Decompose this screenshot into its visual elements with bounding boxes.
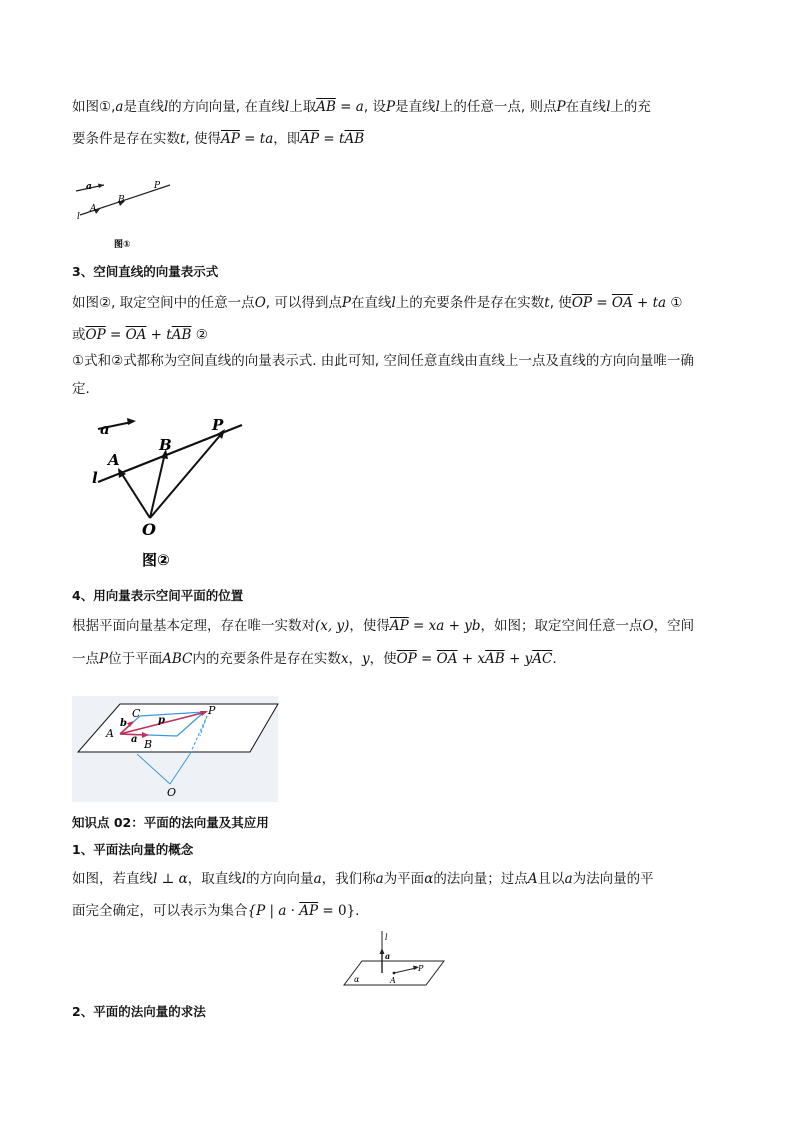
label-a: a (100, 420, 110, 438)
heading-section-4: 4、用向量表示空间平面的位置 (72, 588, 244, 603)
math-a: a (658, 295, 667, 311)
vector-AC: $\overline{AC}$ (532, 651, 553, 667)
label-a: a (86, 182, 92, 192)
math-P: P (556, 99, 566, 115)
math-perp: ⊥ (157, 871, 179, 887)
text: 如图②, 取定空间中的任意一点 (72, 295, 255, 311)
point-A (393, 972, 396, 975)
math-alpha: α (178, 871, 188, 887)
math-t: t (166, 327, 172, 343)
arrowhead (127, 418, 136, 425)
math-a: a (278, 903, 287, 919)
text: 在直线 (565, 99, 607, 115)
label-B: B (144, 738, 153, 751)
text: ，空间 (653, 618, 695, 634)
arrowhead-a (380, 948, 385, 954)
vector-OA (120, 471, 150, 518)
text: 内的充要条件是存在实数 (192, 651, 341, 667)
text: , 可以得到点 (265, 295, 342, 311)
heading-section-3: 3、空间直线的向量表示式 (72, 264, 219, 279)
heading-knowledge-point-02: 知识点 02：平面的法向量及其应用 (72, 815, 269, 830)
math-t: t (259, 131, 266, 147)
math-x: x (340, 651, 349, 667)
paragraph-normal-vector-1 (72, 868, 724, 890)
label-P: P (418, 964, 424, 973)
vector-OA: $\overline{OA}$ (611, 295, 633, 311)
set-open: {P | (247, 903, 279, 919)
paragraph-direction-vector-2 (72, 128, 724, 150)
math-l: l (241, 871, 247, 887)
math-ABC: ABC (162, 651, 193, 667)
label-A: A (390, 976, 396, 985)
label-B: B (159, 436, 172, 454)
math-l: l (435, 99, 440, 115)
label-A: A (90, 204, 97, 214)
math-l: l (284, 99, 290, 115)
label-l: l (77, 212, 80, 222)
label-p: p (158, 715, 165, 726)
math-a: a (375, 871, 384, 887)
figure-2 (86, 412, 256, 572)
vector-OP: $\overline{OP}$ (85, 327, 106, 343)
label-P: P (212, 416, 224, 434)
vector-OP: $\overline{OP}$ (571, 295, 592, 311)
text: 上的充要条件是存在实数 (395, 295, 545, 311)
math-a: a (564, 871, 573, 887)
math-alpha: α (424, 871, 434, 887)
text: 是直线 (123, 99, 164, 115)
heading-normal-vector-method: 2、平面的法向量的求法 (72, 1004, 206, 1019)
vector-OA: $\overline{OA}$ (436, 651, 458, 667)
vector-AB: $\overline{AB}$ (316, 99, 336, 115)
math-a: a (436, 618, 445, 634)
math-a: a (265, 131, 274, 147)
math-a: a (355, 99, 364, 115)
math-eq: = (239, 131, 260, 147)
label-A: A (108, 451, 120, 469)
label-O: O (167, 786, 177, 799)
vector-AP: $\overline{AP}$ (221, 131, 240, 147)
text: ，使 (369, 651, 397, 667)
math-l: l (606, 99, 611, 115)
math-eq: = (408, 618, 429, 634)
math-t: t (544, 295, 550, 311)
math-plus: + (632, 295, 653, 311)
text: 的方向向量 (246, 871, 314, 887)
label-A: A (106, 727, 114, 740)
text: 且以 (537, 871, 565, 887)
set-close: = 0} (318, 903, 356, 919)
label-a: a (131, 734, 138, 745)
label-alpha: α (354, 975, 360, 984)
paragraph-plane-vector-2 (72, 648, 724, 670)
text: 为法向量的平 (572, 871, 654, 887)
vector-AB: $\overline{AB}$ (171, 327, 192, 343)
label-l: l (385, 933, 388, 942)
math-t: t (339, 131, 345, 147)
math-dot: · (286, 903, 300, 919)
math-P: P (99, 651, 109, 667)
math-eq: = (591, 295, 612, 311)
math-l: l (163, 99, 169, 115)
label-C: C (132, 707, 141, 720)
vector-AP: $\overline{AP}$ (389, 618, 409, 634)
math-P: P (385, 99, 396, 115)
math-y: y (361, 651, 370, 667)
label-l: l (92, 469, 98, 487)
math-eq: = (319, 131, 340, 147)
math-A: A (527, 871, 538, 887)
math-xy: (x, y) (315, 618, 350, 634)
text: ，使得 (349, 618, 390, 634)
math-t: t (652, 295, 659, 311)
text: ，即 (273, 131, 301, 147)
paragraph-line-vector-3: ①式和②式都称为空间直线的向量表示式. 由此可知, 空间任意直线由直线上一点及直线的方向向量唯一确 (72, 353, 694, 369)
math-t: t (180, 131, 186, 147)
math-l: l (153, 871, 158, 887)
text: 如图①, (72, 99, 116, 115)
text: ，取直线 (187, 871, 242, 887)
text: 为平面 (383, 871, 425, 887)
paragraph-line-vector-1 (72, 292, 724, 314)
text: 或 (72, 327, 86, 343)
math-b: b (471, 618, 481, 634)
figure-1 (70, 172, 190, 252)
math-plus: + (457, 651, 478, 667)
vector-OA: $\overline{OA}$ (125, 327, 147, 343)
text: . (355, 903, 360, 919)
vector-OP: $\overline{OP}$ (396, 651, 417, 667)
math-l: l (391, 295, 396, 311)
paragraph-plane-vector-1 (72, 615, 724, 637)
label-a: a (385, 951, 391, 961)
paragraph-line-vector-2 (72, 324, 724, 346)
text: 上取 (289, 99, 317, 115)
text: . (552, 651, 557, 667)
figure-caption: 图① (114, 240, 131, 250)
figure-3 (72, 696, 278, 802)
text: , 设 (363, 99, 386, 115)
math-a: a (115, 99, 124, 115)
paragraph-direction-vector-1 (72, 96, 724, 118)
math-plus: + (444, 618, 465, 634)
paragraph-line-vector-4: 定. (72, 381, 90, 397)
math-eq: = (105, 327, 126, 343)
math-O: O (642, 618, 654, 634)
text: 一点 (72, 651, 99, 667)
math-y: y (524, 651, 533, 667)
vector-AB: $\overline{AB}$ (344, 131, 365, 147)
arrowhead-A (118, 468, 126, 478)
math-x: x (477, 651, 486, 667)
text: 上的充 (610, 99, 651, 115)
label-P: P (154, 181, 161, 191)
text: 位于平面 (108, 651, 163, 667)
text: 的法向量；过点 (433, 871, 528, 887)
text: 的方向向量, 在直线 (168, 99, 285, 115)
text: ① (666, 295, 683, 311)
paragraph-normal-vector-2 (72, 900, 724, 922)
text: 是直线 (395, 99, 436, 115)
vector-AP: $\overline{AP}$ (300, 131, 320, 147)
label-b: b (120, 718, 127, 729)
vector-AB: $\overline{AB}$ (485, 651, 505, 667)
label-O: O (142, 520, 156, 539)
text: ， (348, 651, 362, 667)
math-eq: = (335, 99, 356, 115)
math-a: a (313, 871, 322, 887)
vector-AP: $\overline{AP}$ (299, 903, 319, 919)
label-P: P (208, 704, 216, 717)
text: ，如图；取定空间任意一点 (480, 618, 643, 634)
text: 上的任意一点, 则点 (439, 99, 557, 115)
text: 根据平面向量基本定理，存在唯一实数对 (72, 618, 315, 634)
text: ② (191, 327, 208, 343)
math-x: x (428, 618, 437, 634)
math-eq: = (416, 651, 437, 667)
text: 要条件是存在实数 (72, 131, 180, 147)
math-plus: + (504, 651, 525, 667)
label-B: B (118, 195, 125, 205)
text: 面完全确定，可以表示为集合 (72, 903, 248, 919)
text: , 使得 (185, 131, 222, 147)
math-y: y (464, 618, 472, 634)
heading-normal-vector-concept: 1、平面法向量的概念 (72, 842, 194, 857)
text: 如图，若直线 (72, 871, 153, 887)
math-P: P (341, 295, 351, 311)
text: ，我们称 (321, 871, 376, 887)
figure-4 (342, 928, 446, 990)
text: , 使 (549, 295, 572, 311)
math-O: O (254, 295, 266, 311)
text: 在直线 (350, 295, 392, 311)
figure-caption: 图② (142, 551, 170, 569)
math-plus: + (146, 327, 167, 343)
